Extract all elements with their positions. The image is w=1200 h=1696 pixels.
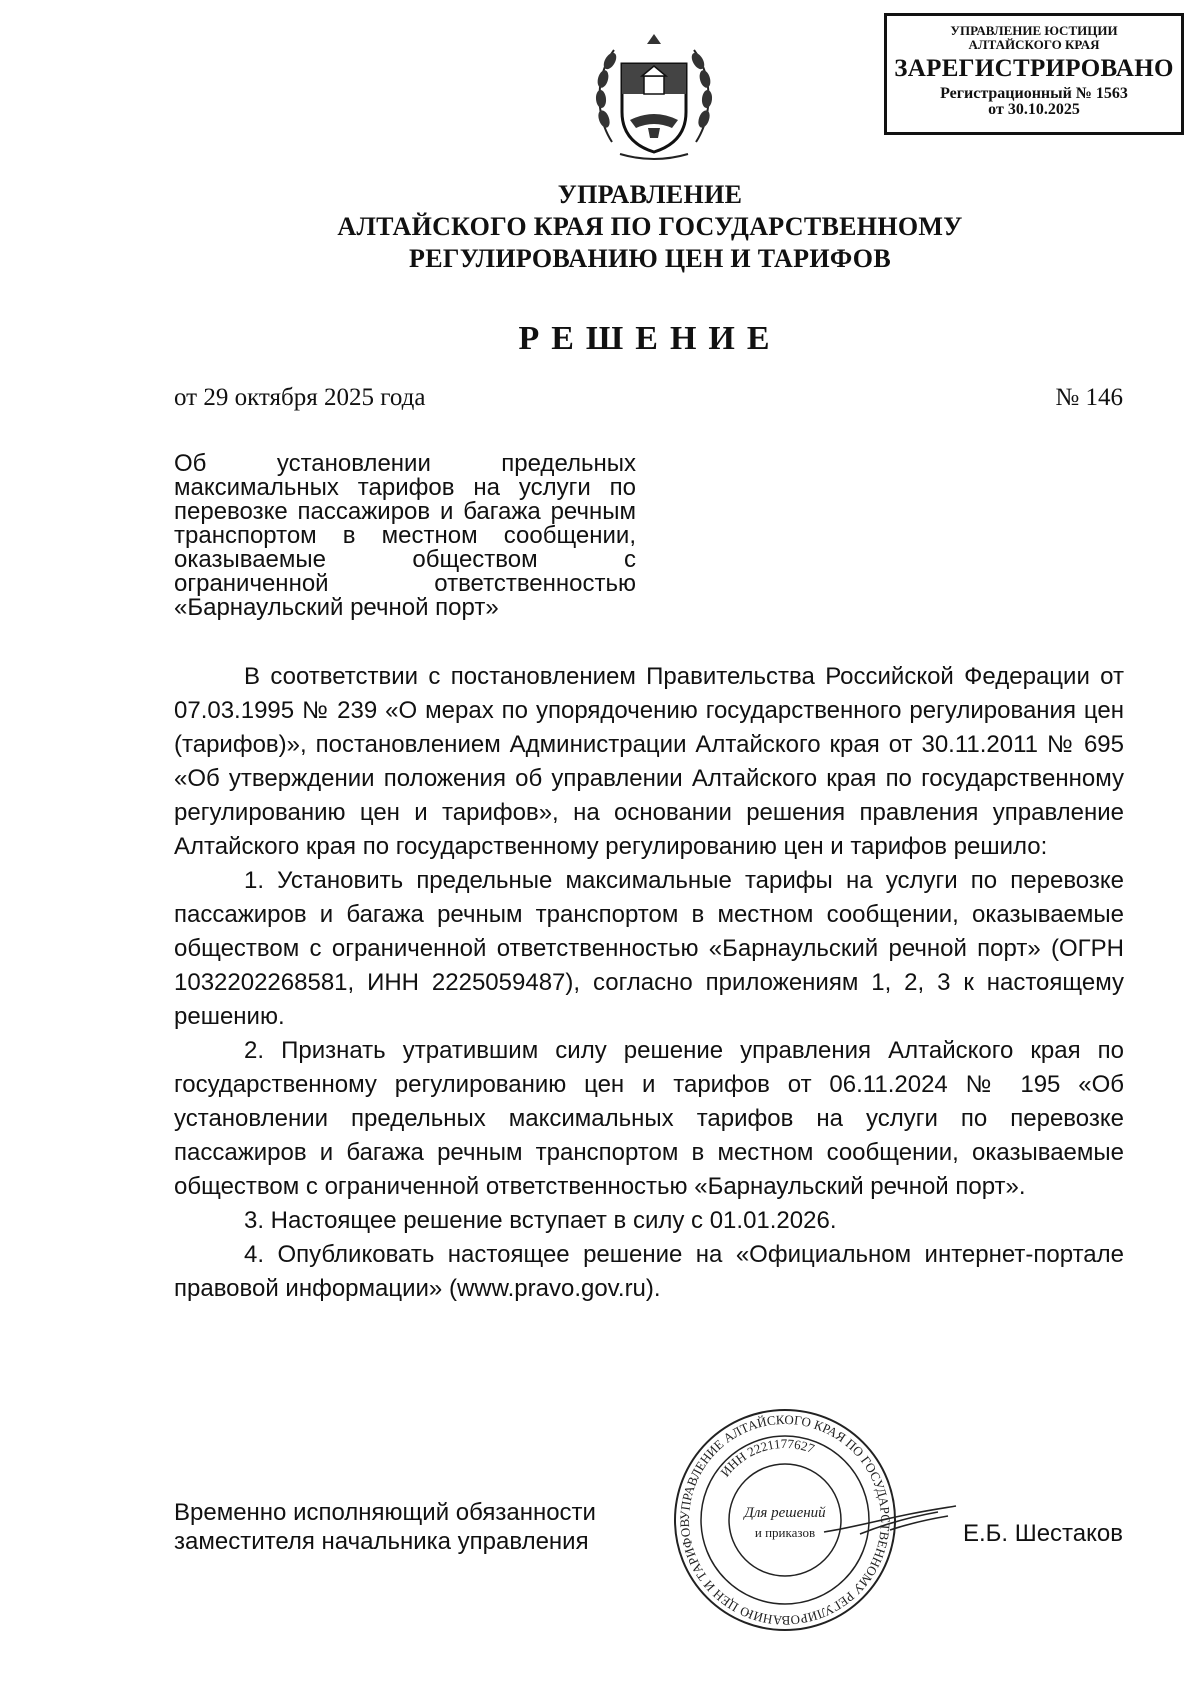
stamp-status: ЗАРЕГИСТРИРОВАНО [894,55,1174,83]
item-1-paragraph: 1. Установить предельные максимальные тарифы на услуги по перевозке пассажиров и багажа речным транспортом в местном сообщении, оказываемые обществом с ограниченной ответственностью «Барнаульский речной порт» (ОГРН 1032202268581, ИНН 2225059487), согласно приложениям 1, 2, 3 к настоящему решению. [174,867,1124,1030]
seal-inn-text: ИНН 2221177627 [717,1435,817,1480]
document-type-title: РЕШЕНИЕ [518,320,782,357]
item-2-paragraph: 2. Признать утратившим силу решение управления Алтайского края по государственному регулированию цен и тарифов от 06.11.2024 № 195 «Об установлении предельных максимальных тарифов на услуги по перевозке пассажиров и багажа речным транспортом в местном сообщении, оказываемые обществом с ограниченной ответственностью «Барнаульский речной порт». [174,1037,1124,1200]
signatory-name: Е.Б. Шестаков [962,1520,1123,1547]
org-name-line1: УПРАВЛЕНИЕ [557,180,743,209]
stamp-reg-number: Регистрационный № 1563 [940,84,1128,102]
document-subject: Об установлении предельных максимальных тарифов на услуги по перевозке пассажиров и багажа речным транспортом в местном сообщении, оказываемые обществом с ограниченной ответственностью «Барнаульский речной порт» [174,450,636,621]
seal-center-line1: Для решений [744,1505,826,1521]
stamp-authority-line2: АЛТАЙСКОГО КРАЯ [968,36,1100,52]
signatory-position [174,1498,596,1556]
document-number: № 146 [1055,384,1123,411]
seal-outer-text: УПРАВЛЕНИЕ АЛТАЙСКОГО КРАЯ ПО ГОСУДАРСТВЕННОМУ РЕГУЛИРОВАНИЮ ЦЕН И ТАРИФОВ [676,1411,894,1629]
registration-stamp [884,13,1184,135]
document-date: от 29 октября 2025 года [174,384,426,411]
org-name-line3: РЕГУЛИРОВАНИЮ ЦЕН И ТАРИФОВ [409,244,891,273]
item-3-paragraph: 3. Настоящее решение вступает в силу с 01.01.2026. [244,1207,837,1234]
document-body [174,660,1124,1306]
stamp-authority-line1: УПРАВЛЕНИЕ ЮСТИЦИИ [950,23,1118,38]
signatory-position-line1: Временно исполняющий обязанности [174,1499,596,1526]
handwritten-signature [820,1490,960,1550]
coat-of-arms-emblem [592,24,716,164]
item-4-paragraph: 4. Опубликовать настоящее решение на «Официальном интернет-портале правовой информации» (www.pravo.gov.ru). [174,1241,1124,1302]
seal-center-line2: и приказов [754,1525,816,1540]
stamp-reg-date: от 30.10.2025 [988,101,1080,119]
org-name-line2: АЛТАЙСКОГО КРАЯ ПО ГОСУДАРСТВЕННОМУ [337,212,963,241]
preamble-paragraph: В соответствии с постановлением Правительства Российской Федерации от 07.03.1995 № 239 «О мерах по упорядочению государственного регулирования цен (тарифов)», постановлением Администрации Алтайского края от 30.11.2011 № 695 «Об утверждении положения об управлении Алтайского края по государственному регулированию цен и тарифов», на основании решения правления управление Алтайского края по государственному регулированию цен и тарифов решило: [174,663,1124,860]
signatory-position-line2: заместителя начальника управления [174,1528,589,1555]
